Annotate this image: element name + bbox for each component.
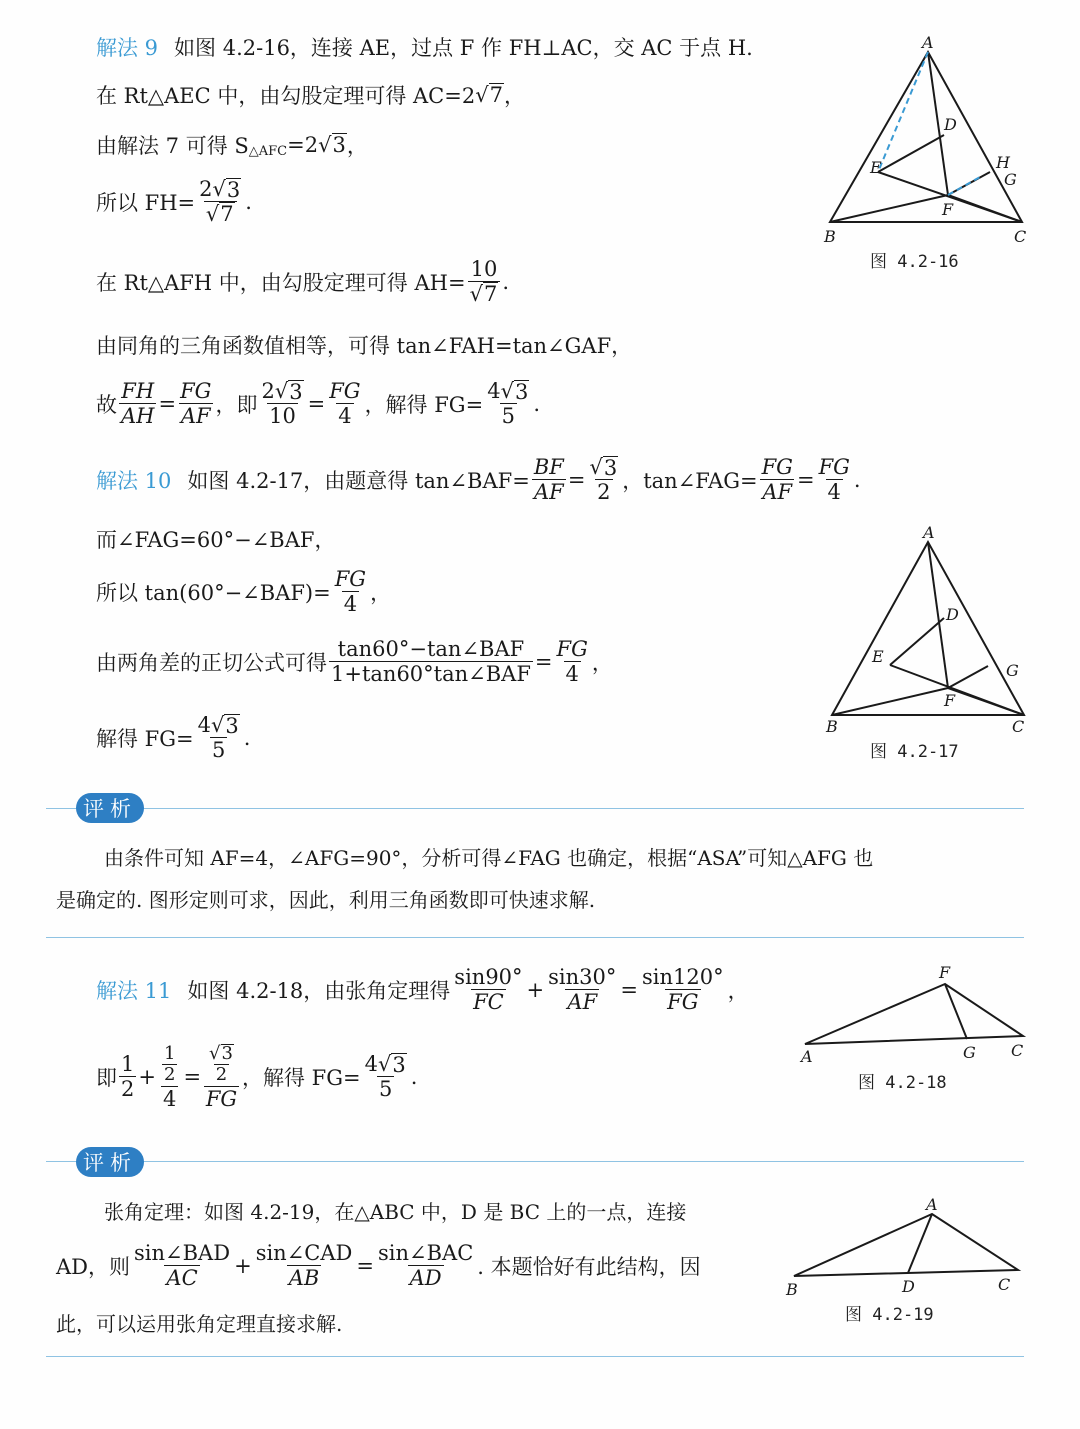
sqrt: √ 7 [475, 83, 503, 107]
fraction: 10 √ 7 [468, 258, 501, 306]
review-2-line3: 此，可以运用张角定理直接求解. [56, 1312, 343, 1336]
svg-text:C: C [1012, 717, 1025, 736]
review-1-line2: 是确定的. 图形定则可求，因此，利用三角函数即可快速求解. [56, 888, 596, 912]
s10-line5: 解得 FG= 4√ 3 5 . [96, 713, 251, 763]
svg-text:F: F [944, 691, 956, 710]
svg-text:G: G [1004, 170, 1017, 189]
solution-9-intro: 解法 9 如图 4.2-16，连接 AE，过点 F 作 FH⊥AC，交 AC 于点 H. [96, 32, 753, 62]
svg-text:E: E [872, 647, 884, 666]
s10-line4: 由两角差的正切公式可得 $\frac{\text{tan60°−tan∠BAF}}{\text{1+tan60°tan∠BAF}}$ = $\frac{FG}{4}$ ， [96, 637, 613, 687]
s10-line1: 解法 10 如图 4.2-17，由题意得 tan∠BAF= $\frac{BF}{AF}$ = √ 3 2 ，tan∠FAG= $\frac{FG}{AF}$ = $\frac{FG}{4}$ . [96, 455, 861, 505]
svg-text:B: B [786, 1280, 798, 1299]
svg-text:D: D [946, 605, 959, 624]
solution-11-heading: 解法 11 [96, 979, 172, 1004]
s9-line2: 在 Rt△AEC 中，由勾股定理可得 AC=2 √ 7 ， [96, 83, 525, 108]
svg-text:G: G [1006, 661, 1019, 680]
figure-4-2-17 [820, 520, 1040, 740]
svg-text:B: B [824, 227, 836, 246]
caption-4-2-16: 图 4.2-16 [870, 252, 959, 272]
label-A: A [922, 33, 934, 52]
solution-10-heading: 解法 10 [96, 469, 172, 494]
svg-text:C: C [1011, 1041, 1024, 1060]
svg-text:E: E [870, 158, 882, 177]
svg-text:H: H [996, 153, 1010, 172]
s9-line4: 所以 FH= 2√ 3 √ 7 . [96, 177, 252, 227]
review-2-line2: AD，则 $\frac{\text{sin∠BAD}}{AC}$ + $\frac{\text{sin∠CAD}}{AB}$ = $\frac{\text{sin∠BAC}}{AD}$ . 本题恰好有此结构，因 [56, 1241, 701, 1291]
svg-text:A: A [923, 523, 935, 542]
caption-4-2-17: 图 4.2-17 [870, 742, 959, 762]
fraction: 2√ 3 √ 7 [199, 177, 241, 227]
section-rule [46, 937, 1024, 938]
section-rule [46, 1356, 1024, 1357]
review-1-line1: 由条件可知 AF=4，∠AFG=90°，分析可得∠FAG 也确定，根据“ASA”可知△AFG 也 [104, 846, 874, 870]
figure-4-2-16 [820, 30, 1040, 250]
svg-text:A: A [801, 1047, 813, 1066]
review-2-line1: 张角定理：如图 4.2-19，在△ABC 中，D 是 BC 上的一点，连接 [104, 1200, 687, 1224]
s11-line2: 即 $\frac{1}{2}$ + $\frac{\frac{1}{2}}{4}$ = √ 3 2 FG ，解得 FG= 4√ 3 5 . [96, 1043, 418, 1111]
s10-line3: 所以 tan(60°−∠BAF)= $\frac{FG}{4}$ ， [96, 567, 392, 617]
svg-text:D: D [902, 1277, 915, 1296]
s9-line7: 故 $\frac{FH}{AH}$ = $\frac{FG}{AF}$ ，即 2√ 3 10 = $\frac{FG}{4}$ ，解得 FG= 4√ 3 5 . [96, 379, 541, 429]
svg-text:B: B [826, 717, 838, 736]
svg-text:C: C [998, 1275, 1011, 1294]
review-divider [46, 808, 1024, 809]
svg-text:A: A [926, 1196, 938, 1214]
caption-4-2-19: 图 4.2-19 [845, 1305, 934, 1325]
review-badge: 评析 [76, 1147, 144, 1177]
svg-text:F: F [939, 963, 951, 982]
solution-9-heading: 解法 9 [96, 36, 159, 60]
figure-4-2-18 [795, 960, 1035, 1070]
s9-line3: 由解法 7 可得 S $_{\triangle AFC}$ =2 √ 3 ， [96, 133, 368, 159]
s10-line2: 而∠FAG=60°−∠BAF， [96, 528, 336, 552]
svg-text:D: D [944, 115, 957, 134]
review-divider [46, 1161, 1024, 1162]
svg-text:C: C [1014, 227, 1027, 246]
s9-line6: 由同角的三角函数值相等，可得 tan∠FAH=tan∠GAF， [96, 334, 633, 358]
review-badge: 评析 [76, 793, 144, 823]
s11-line1: 解法 11 如图 4.2-18，由张角定理得 $\frac{\sin 90^\circ}{FC}$ + $\frac{\sin 30^\circ}{AF}$ = $\frac{\sin 120^\circ}{FG}$ ， [96, 965, 749, 1015]
caption-4-2-18: 图 4.2-18 [858, 1073, 947, 1093]
figure-4-2-19 [782, 1196, 1032, 1306]
svg-text:F: F [942, 200, 954, 219]
s9-line5: 在 Rt△AFH 中，由勾股定理可得 AH= 10 √ 7 . [96, 257, 510, 307]
svg-text:G: G [963, 1043, 976, 1062]
